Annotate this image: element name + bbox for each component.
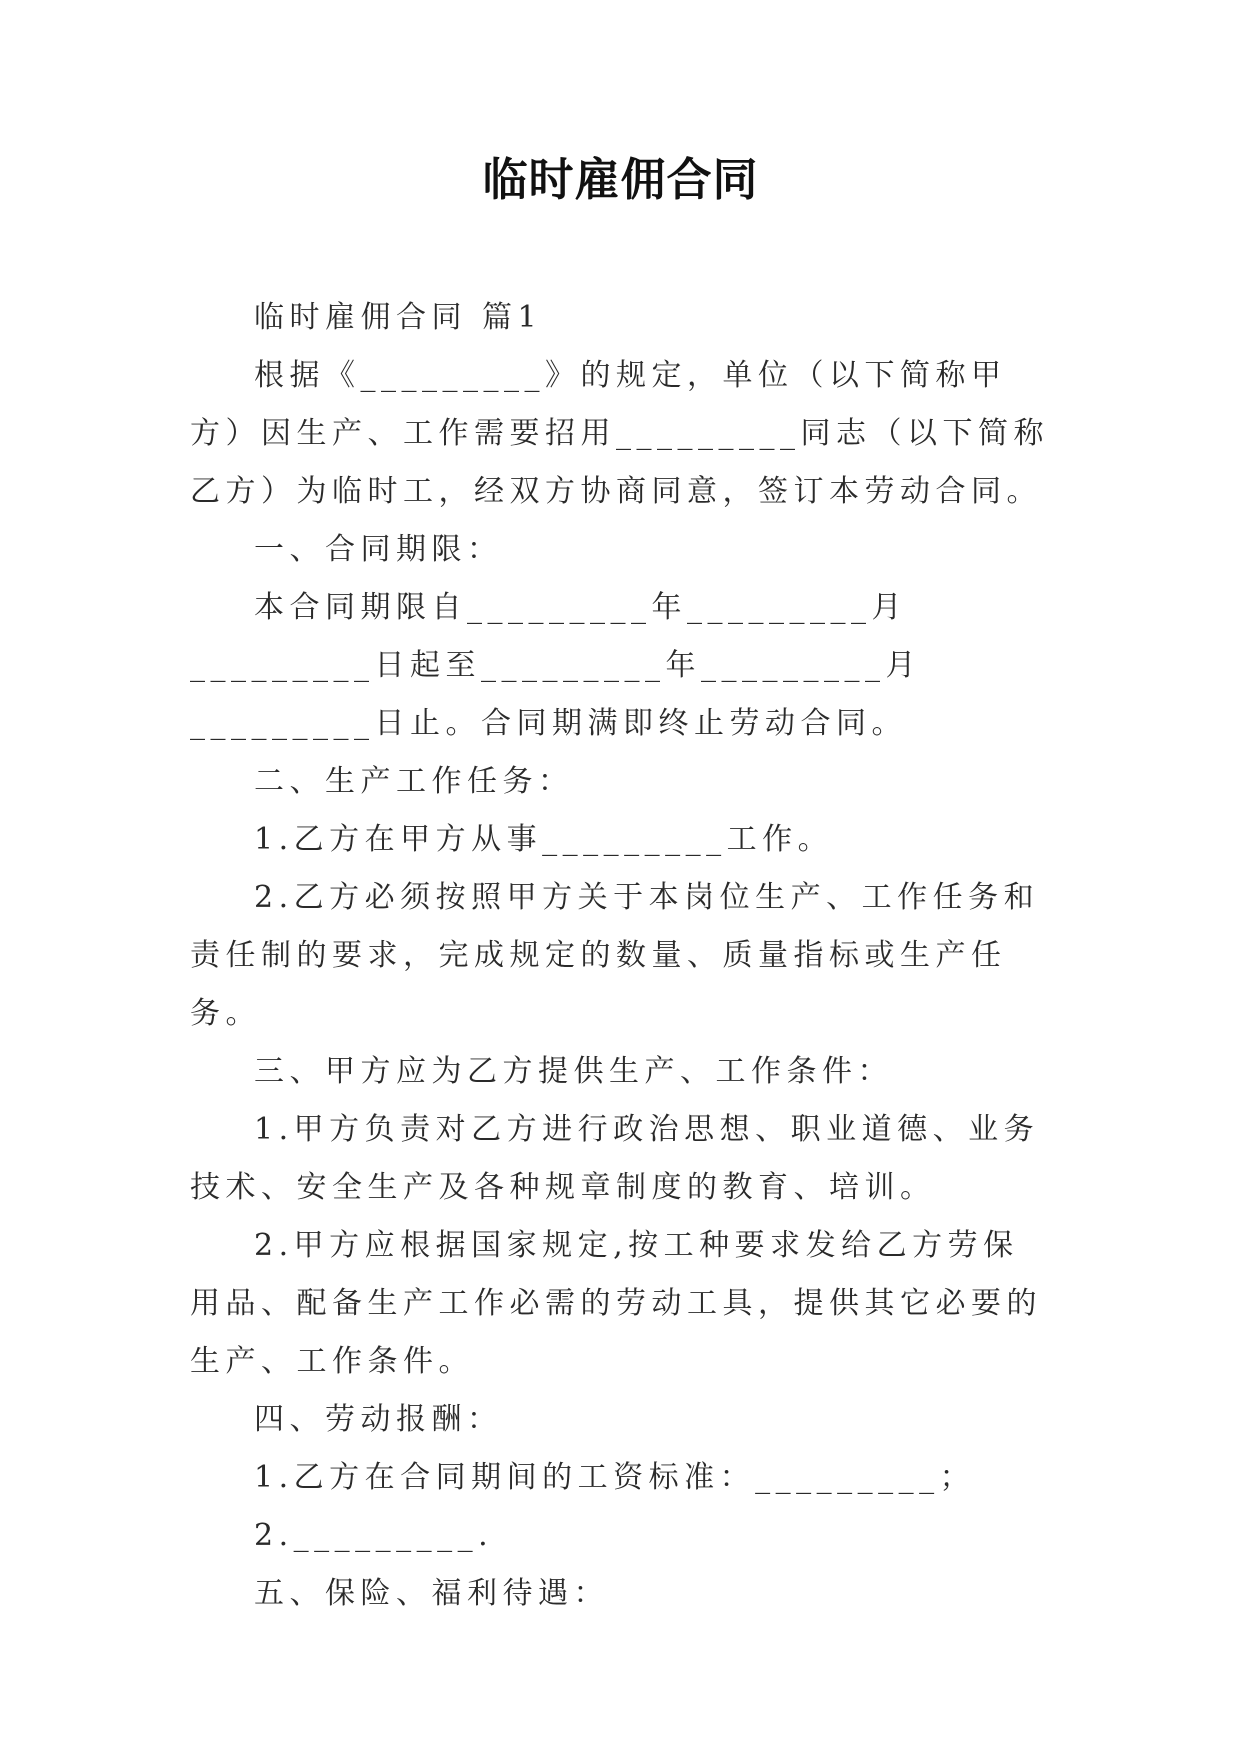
pay-item-2: 2._________. [254, 1518, 494, 1553]
pay-item-1: 1.乙方在合同期间的工资标准：_________； [254, 1460, 976, 1495]
section-heading: 临时雇佣合同 篇1 [254, 300, 543, 335]
clause-heading-conditions: 三、甲方应为乙方提供生产、工作条件： [254, 1054, 893, 1089]
term-paragraph: 本合同期限自_________年_________月_________日起至_________年_________月_________日止。合同期满即终止劳动合同。 [190, 590, 921, 741]
clause-heading-tasks: 二、生产工作任务： [254, 764, 574, 799]
tasks-item-1: 1.乙方在甲方从事_________工作。 [254, 822, 834, 857]
document-title: 临时雇佣合同 [482, 153, 759, 206]
conditions-item-2: 2.甲方应根据国家规定,按工种要求发给乙方劳保用品、配备生产工作必需的劳动工具，提供其它必要的生产、工作条件。 [190, 1228, 1042, 1379]
intro-paragraph: 根据《_________》的规定，单位（以下简称甲方）因生产、工作需要招用_________同志（以下简称乙方）为临时工，经双方协商同意，签订本劳动合同。 [190, 358, 1049, 509]
clause-heading-pay: 四、劳动报酬： [254, 1402, 503, 1437]
clause-heading-term: 一、合同期限： [254, 532, 503, 567]
document-body [190, 289, 1052, 1623]
conditions-item-1: 1.甲方负责对乙方进行政治思想、职业道德、业务技术、安全生产及各种规章制度的教育、培训。 [190, 1112, 1040, 1205]
tasks-item-2: 2.乙方必须按照甲方关于本岗位生产、工作任务和责任制的要求，完成规定的数量、质量指标或生产任务。 [190, 880, 1040, 1031]
clause-heading-insurance: 五、保险、福利待遇： [254, 1576, 609, 1611]
